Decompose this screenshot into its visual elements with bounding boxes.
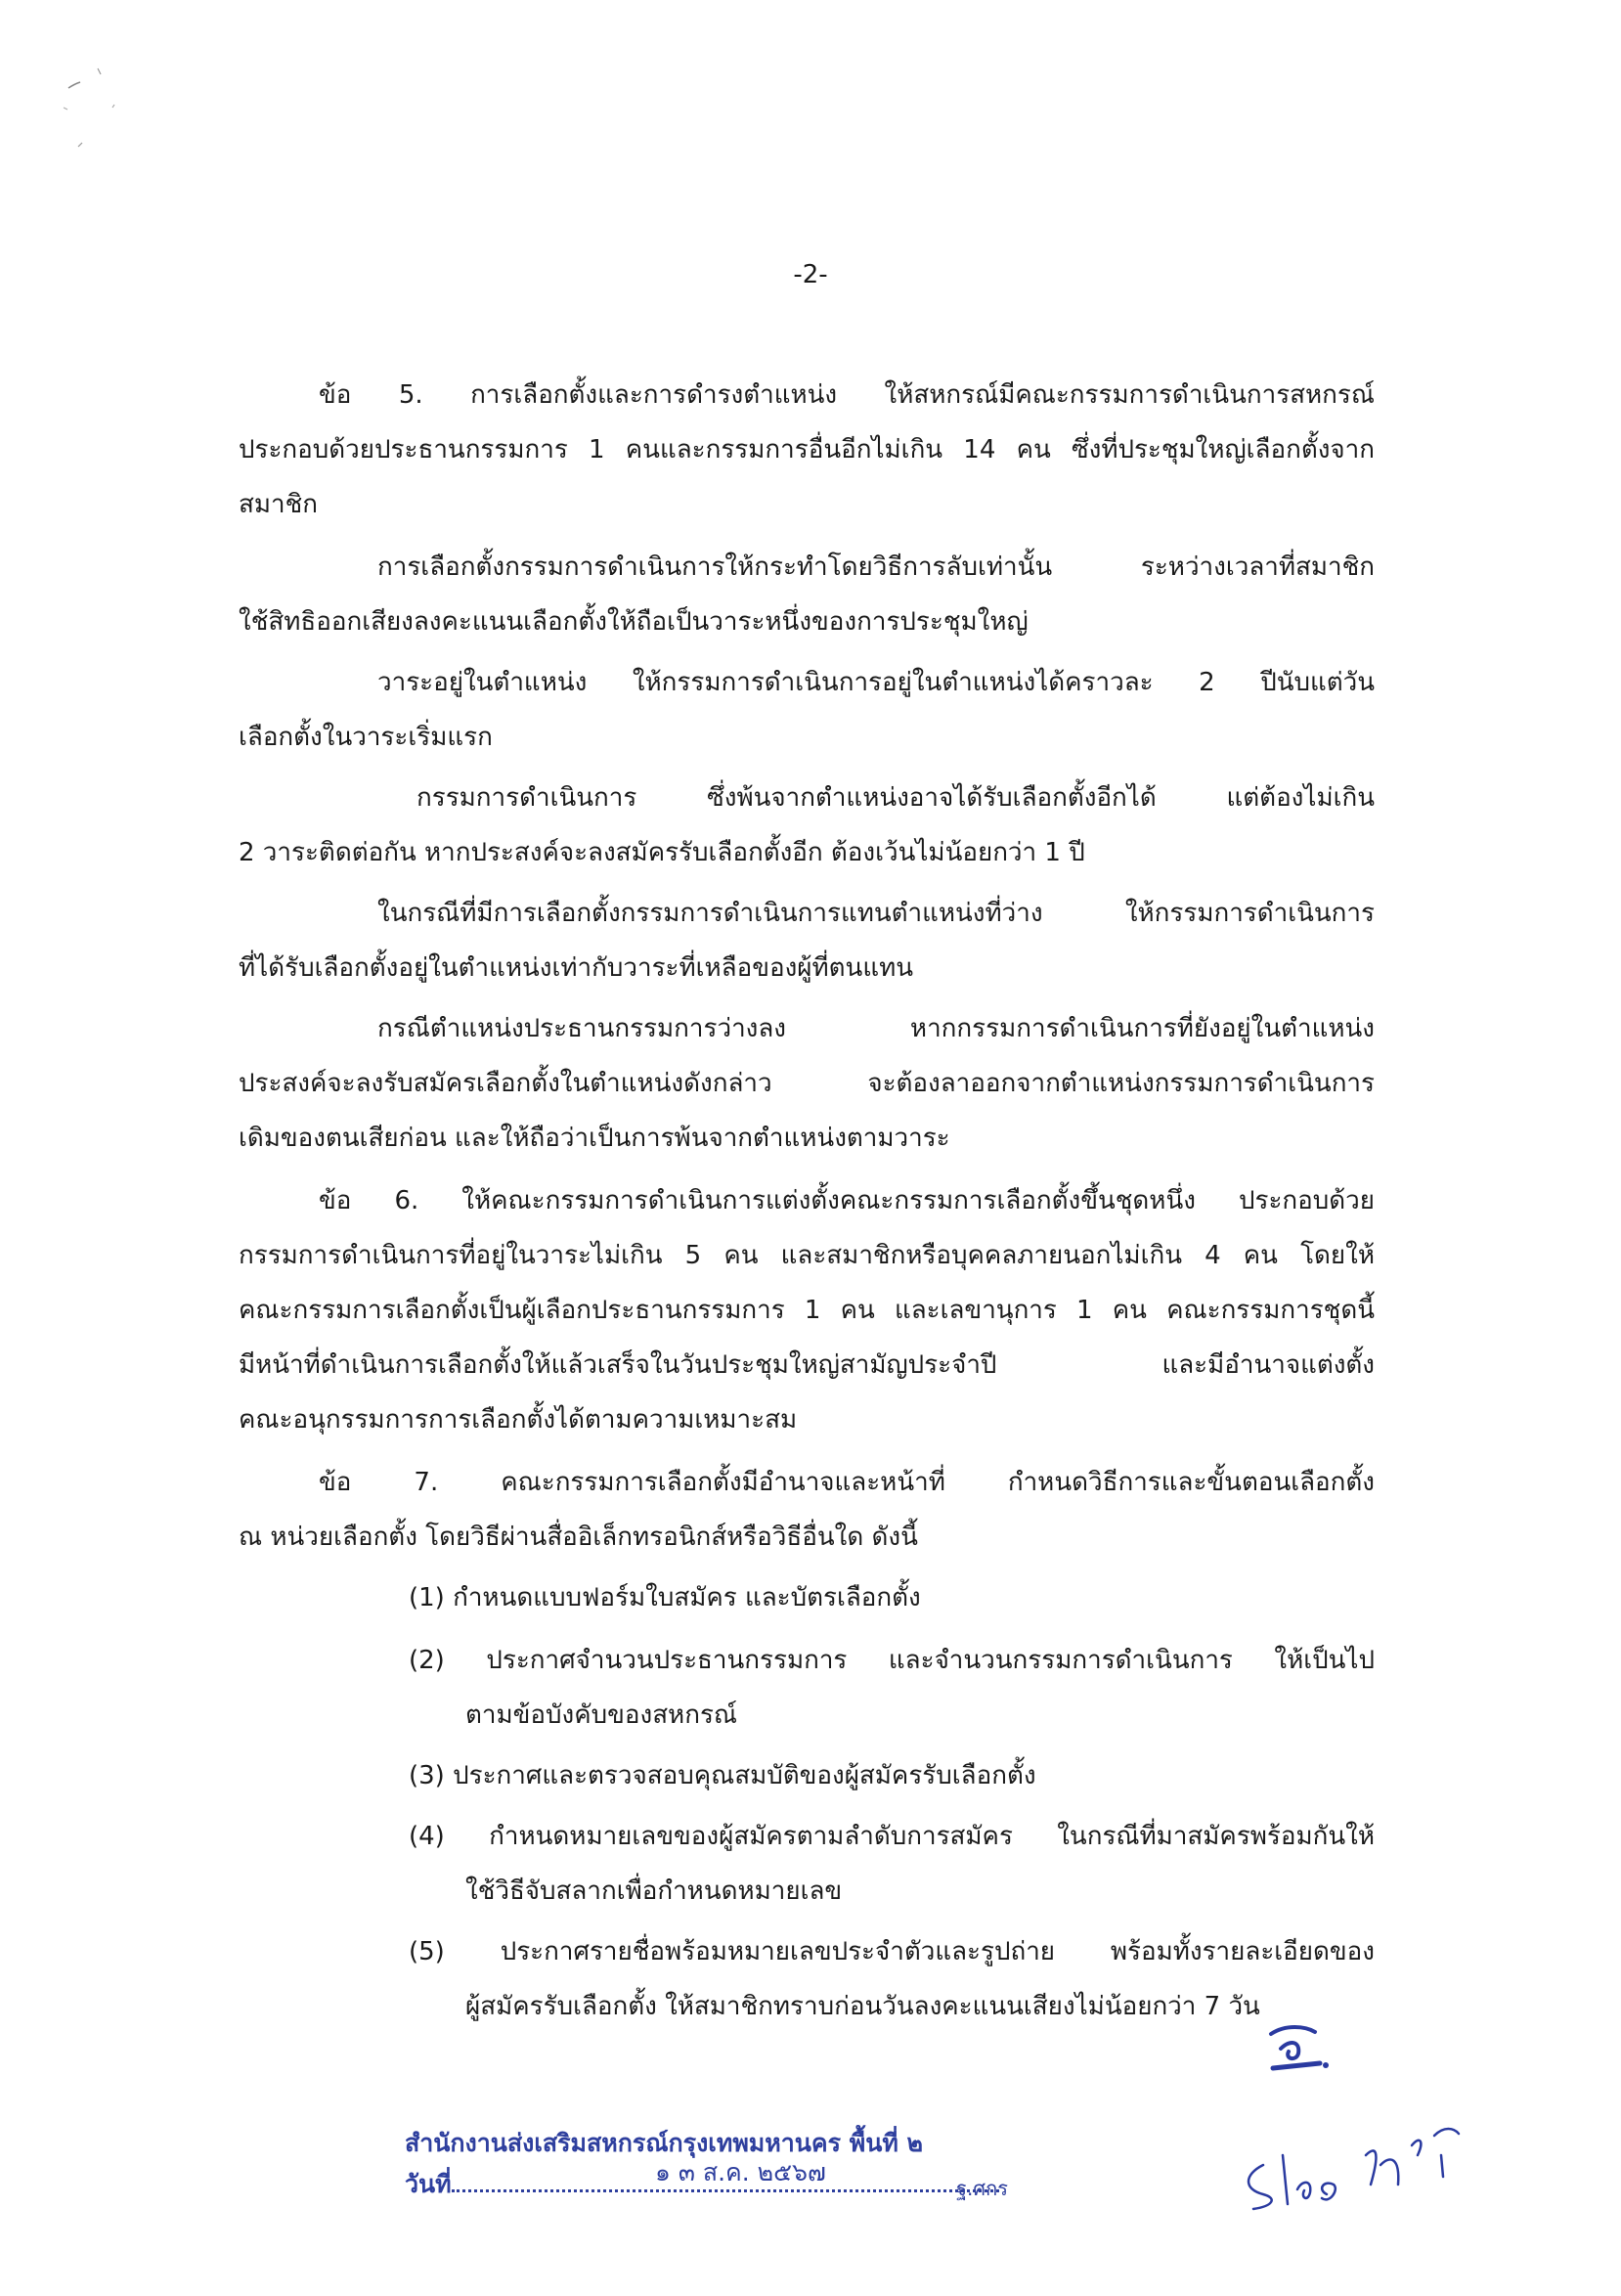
text-line: ในกรณีที่มีการเลือกตั้งกรรมการดำเนินการแทนตำแหน่งที่ว่าง ให้กรรมการดำเนินการ [377, 899, 1375, 928]
list-item-continuation: ผู้สมัครรับเลือกตั้ง ให้สมาชิกทราบก่อนวันลงคะแนนเสียงไม่น้อยกว่า 7 วัน [465, 1992, 1260, 2021]
text-line: ที่ได้รับเลือกตั้งอยู่ในตำแหน่งเท่ากับวาระที่เหลือของผู้ที่ตนแทน [239, 953, 913, 983]
office-stamp-title: สำนักงานส่งเสริมสหกรณ์กรุงเทพมหานคร พื้นที่ ๒ [405, 2129, 923, 2157]
text-line: คณะอนุกรรมการการเลือกตั้งได้ตามความเหมาะสม [239, 1405, 798, 1435]
list-item-continuation: ตามข้อบังคับของสหกรณ์ [465, 1700, 738, 1730]
text-line: ประกอบด้วยประธานกรรมการ 1 คนและกรรมการอื่นอีกไม่เกิน 14 คน ซึ่งที่ประชุมใหญ่เลือกตั้งจาก [239, 435, 1375, 464]
text-line: สมาชิก [239, 490, 318, 519]
text-line: ใช้สิทธิออกเสียงลงคะแนนเลือกตั้งให้ถือเป็นวาระหนึ่งของการประชุมใหญ่ [239, 607, 1029, 637]
text-line: มีหน้าที่ดำเนินการเลือกตั้งให้แล้วเสร็จในวันประชุมใหญ่สามัญประจำปี และมีอำนาจแต่งตั้ง [239, 1350, 1375, 1380]
list-item: (4) กำหนดหมายเลขของผู้สมัครตามลำดับการสมัคร ในกรณีที่มาสมัครพร้อมกันให้ [409, 1822, 1375, 1851]
handwritten-signature-icon [1234, 2097, 1488, 2214]
text-line: กรณีตำแหน่งประธานกรรมการว่างลง หากกรรมการดำเนินการที่ยังอยู่ในตำแหน่ง [377, 1014, 1375, 1043]
text-line: ประสงค์จะลงรับสมัครเลือกตั้งในตำแหน่งดังกล่าว จะต้องลาออกจากตำแหน่งกรรมการดำเนินการ [239, 1069, 1375, 1098]
stamp-date-value: ๑ ๓ ส.ค. ๒๕๖๗ [655, 2158, 826, 2186]
text-line: ข้อ 5. การเลือกตั้งและการดำรงตำแหน่ง ให้สหกรณ์มีคณะกรรมการดำเนินการสหกรณ์ [319, 380, 1375, 410]
text-line: เลือกตั้งในวาระเริ่มแรก [239, 723, 493, 752]
stamp-initials: ฐ.ศกร [956, 2177, 1008, 2200]
stamp-date-label: วันที่ [405, 2170, 452, 2198]
scan-speck-marks [59, 49, 176, 166]
text-line: วาระอยู่ในตำแหน่ง ให้กรรมการดำเนินการอยู่ในตำแหน่งได้คราวละ 2 ปีนับแต่วัน [377, 668, 1375, 697]
page-number: -2- [793, 260, 828, 289]
initials-signature-icon [1261, 2014, 1339, 2083]
text-line: เดิมของตนเสียก่อน และให้ถือว่าเป็นการพ้นจากตำแหน่งตามวาระ [239, 1124, 950, 1153]
text-line: กรรมการดำเนินการ ซึ่งพ้นจากตำแหน่งอาจได้รับเลือกตั้งอีกได้ แต่ต้องไม่เกิน [416, 783, 1375, 813]
list-item: (3) ประกาศและตรวจสอบคุณสมบัติของผู้สมัครรับเลือกตั้ง [409, 1761, 1036, 1790]
list-item: (1) กำหนดแบบฟอร์มใบสมัคร และบัตรเลือกตั้ง [409, 1583, 921, 1612]
text-line: 2 วาระติดต่อกัน หากประสงค์จะลงสมัครรับเลือกตั้งอีก ต้องเว้นไม่น้อยกว่า 1 ปี [239, 838, 1085, 867]
text-line: การเลือกตั้งกรรมการดำเนินการให้กระทำโดยวิธีการลับเท่านั้น ระหว่างเวลาที่สมาชิก [377, 552, 1375, 582]
list-item-continuation: ใช้วิธีจับสลากเพื่อกำหนดหมายเลข [465, 1877, 843, 1906]
list-item: (5) ประกาศรายชื่อพร้อมหมายเลขประจำตัวและรูปถ่าย พร้อมทั้งรายละเอียดของ [409, 1937, 1375, 1966]
text-line: กรรมการดำเนินการที่อยู่ในวาระไม่เกิน 5 คน และสมาชิกหรือบุคคลภายนอกไม่เกิน 4 คน โดยให้ [239, 1241, 1375, 1270]
text-line: ข้อ 6. ให้คณะกรรมการดำเนินการแต่งตั้งคณะกรรมการเลือกตั้งขึ้นชุดหนึ่ง ประกอบด้วย [319, 1186, 1375, 1215]
text-line: คณะกรรมการเลือกตั้งเป็นผู้เลือกประธานกรรมการ 1 คน และเลขานุการ 1 คน คณะกรรมการชุดนี้ [239, 1296, 1375, 1325]
list-item: (2) ประกาศจำนวนประธานกรรมการ และจำนวนกรรมการดำเนินการ ให้เป็นไป [409, 1646, 1375, 1675]
text-line: ข้อ 7. คณะกรรมการเลือกตั้งมีอำนาจและหน้าที่ กำหนดวิธีการและขั้นตอนเลือกตั้ง [319, 1468, 1375, 1497]
text-line: ณ หน่วยเลือกตั้ง โดยวิธีผ่านสื่ออิเล็กทรอนิกส์หรือวิธีอื่นใด ดังนี้ [239, 1523, 918, 1552]
